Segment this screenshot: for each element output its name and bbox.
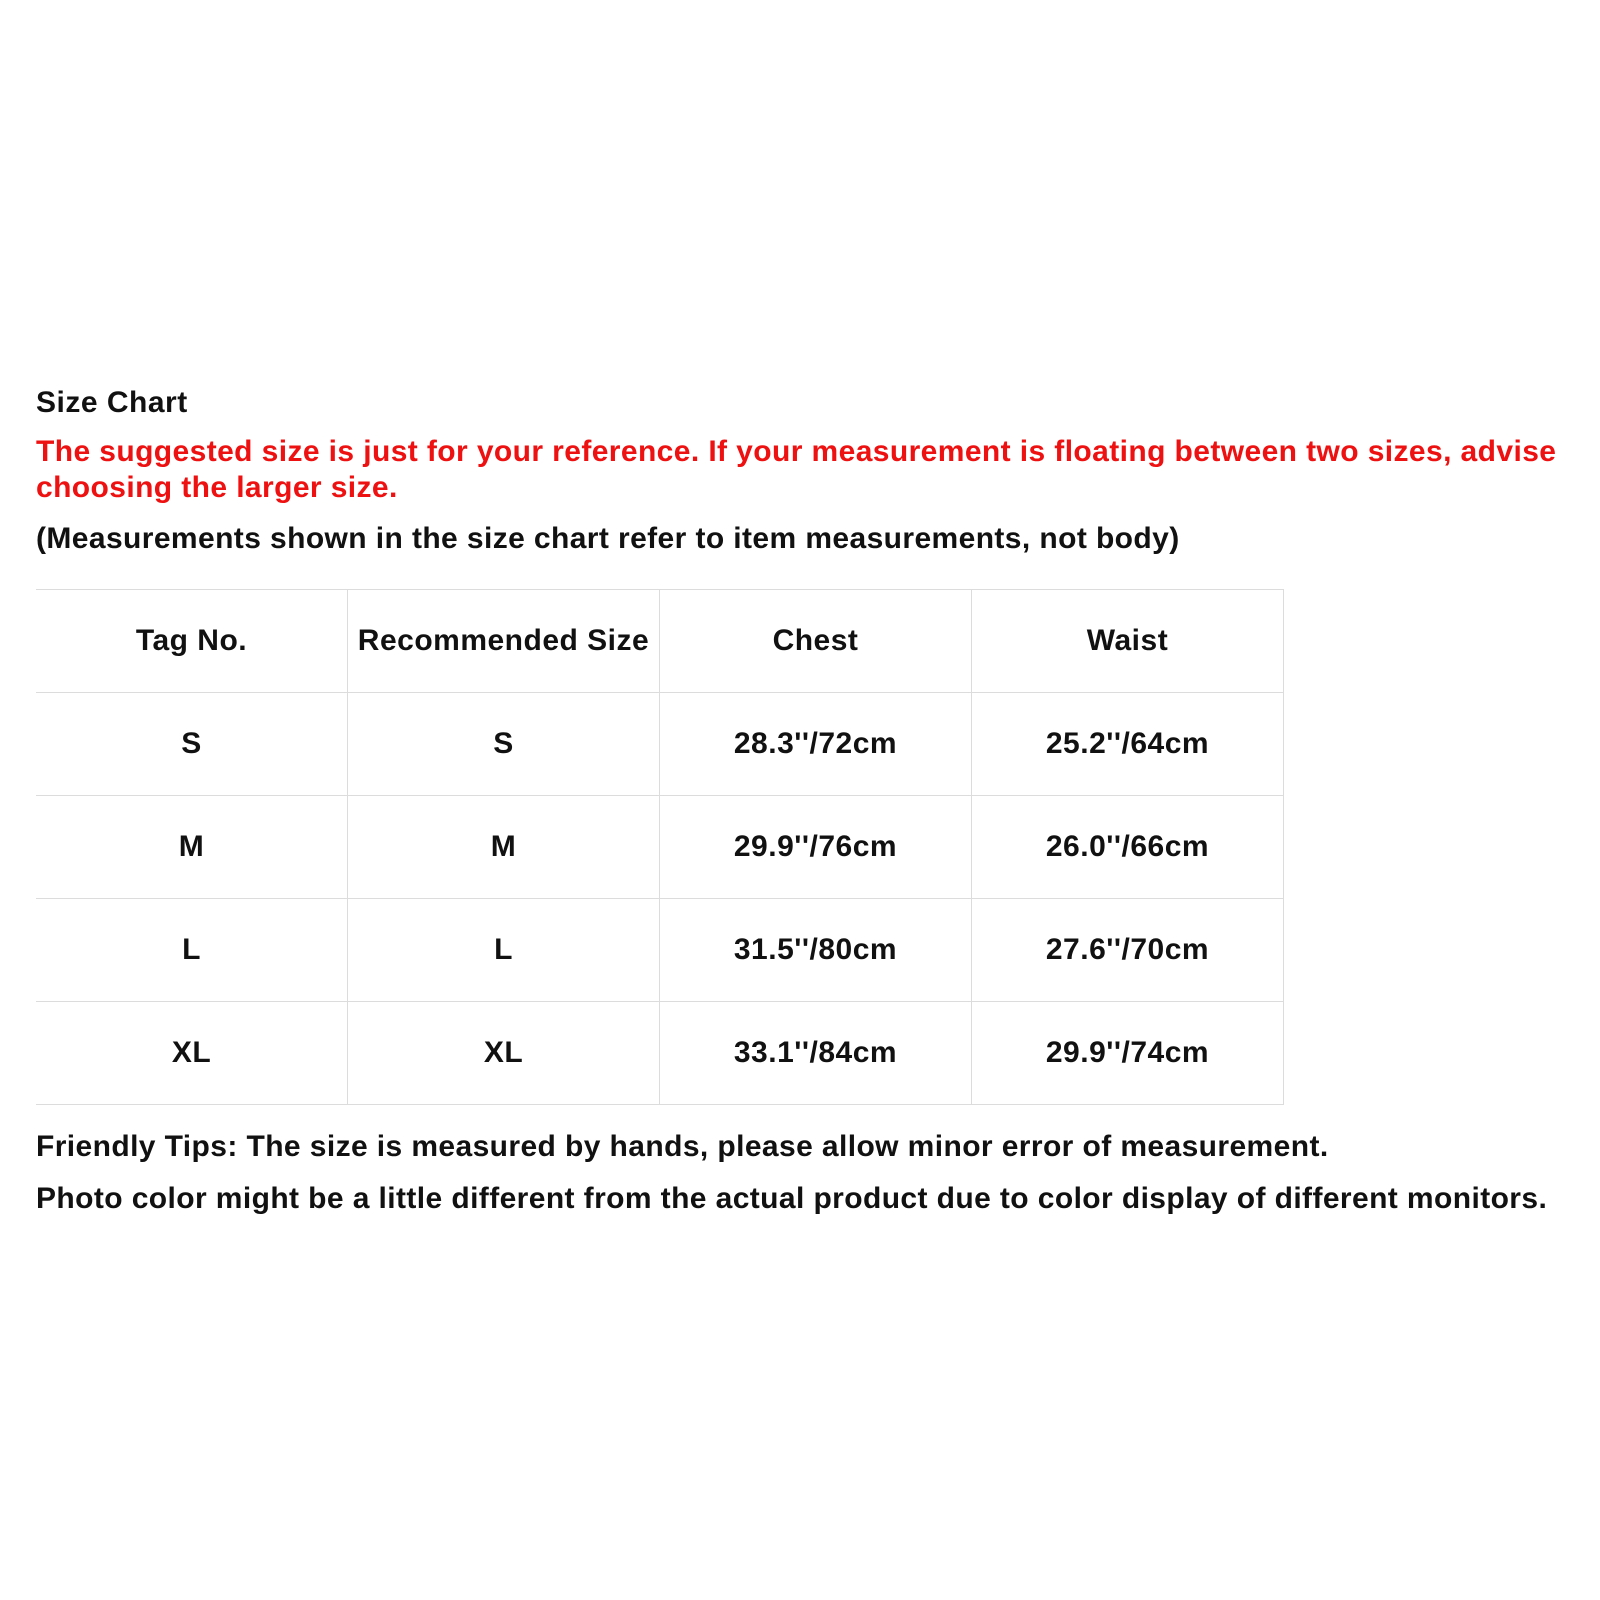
cell-waist: 29.9''/74cm xyxy=(972,1002,1284,1105)
page-title: Size Chart xyxy=(36,386,188,419)
table-row xyxy=(36,693,1284,796)
cell-chest: 28.3''/72cm xyxy=(660,693,972,796)
cell-chest: 31.5''/80cm xyxy=(660,899,972,1002)
table-header-row xyxy=(36,590,1284,693)
cell-tag-no: S xyxy=(36,693,348,796)
color-disclaimer: Photo color might be a little different from the actual product due to color display of different monitors. xyxy=(36,1182,1548,1215)
size-advice-notice: The suggested size is just for your reference. If your measurement is floating between two sizes, advise choosing the larger size. xyxy=(36,435,1557,504)
size-table xyxy=(36,589,1284,1105)
table-row xyxy=(36,796,1284,899)
table-row xyxy=(36,1002,1284,1105)
cell-recommended-size: XL xyxy=(348,1002,660,1105)
cell-recommended-size: M xyxy=(348,796,660,899)
cell-waist: 25.2''/64cm xyxy=(972,693,1284,796)
cell-recommended-size: S xyxy=(348,693,660,796)
cell-tag-no: L xyxy=(36,899,348,1002)
cell-chest: 33.1''/84cm xyxy=(660,1002,972,1105)
cell-tag-no: XL xyxy=(36,1002,348,1105)
friendly-tip: Friendly Tips: The size is measured by hands, please allow minor error of measurement. xyxy=(36,1130,1329,1163)
cell-chest: 29.9''/76cm xyxy=(660,796,972,899)
table-row xyxy=(36,899,1284,1002)
measurement-note: (Measurements shown in the size chart refer to item measurements, not body) xyxy=(36,522,1180,555)
header-chest: Chest xyxy=(660,590,972,693)
cell-waist: 26.0''/66cm xyxy=(972,796,1284,899)
cell-waist: 27.6''/70cm xyxy=(972,899,1284,1002)
cell-recommended-size: L xyxy=(348,899,660,1002)
header-recommended-size: Recommended Size xyxy=(348,590,660,693)
header-tag-no: Tag No. xyxy=(36,590,348,693)
cell-tag-no: M xyxy=(36,796,348,899)
header-waist: Waist xyxy=(972,590,1284,693)
